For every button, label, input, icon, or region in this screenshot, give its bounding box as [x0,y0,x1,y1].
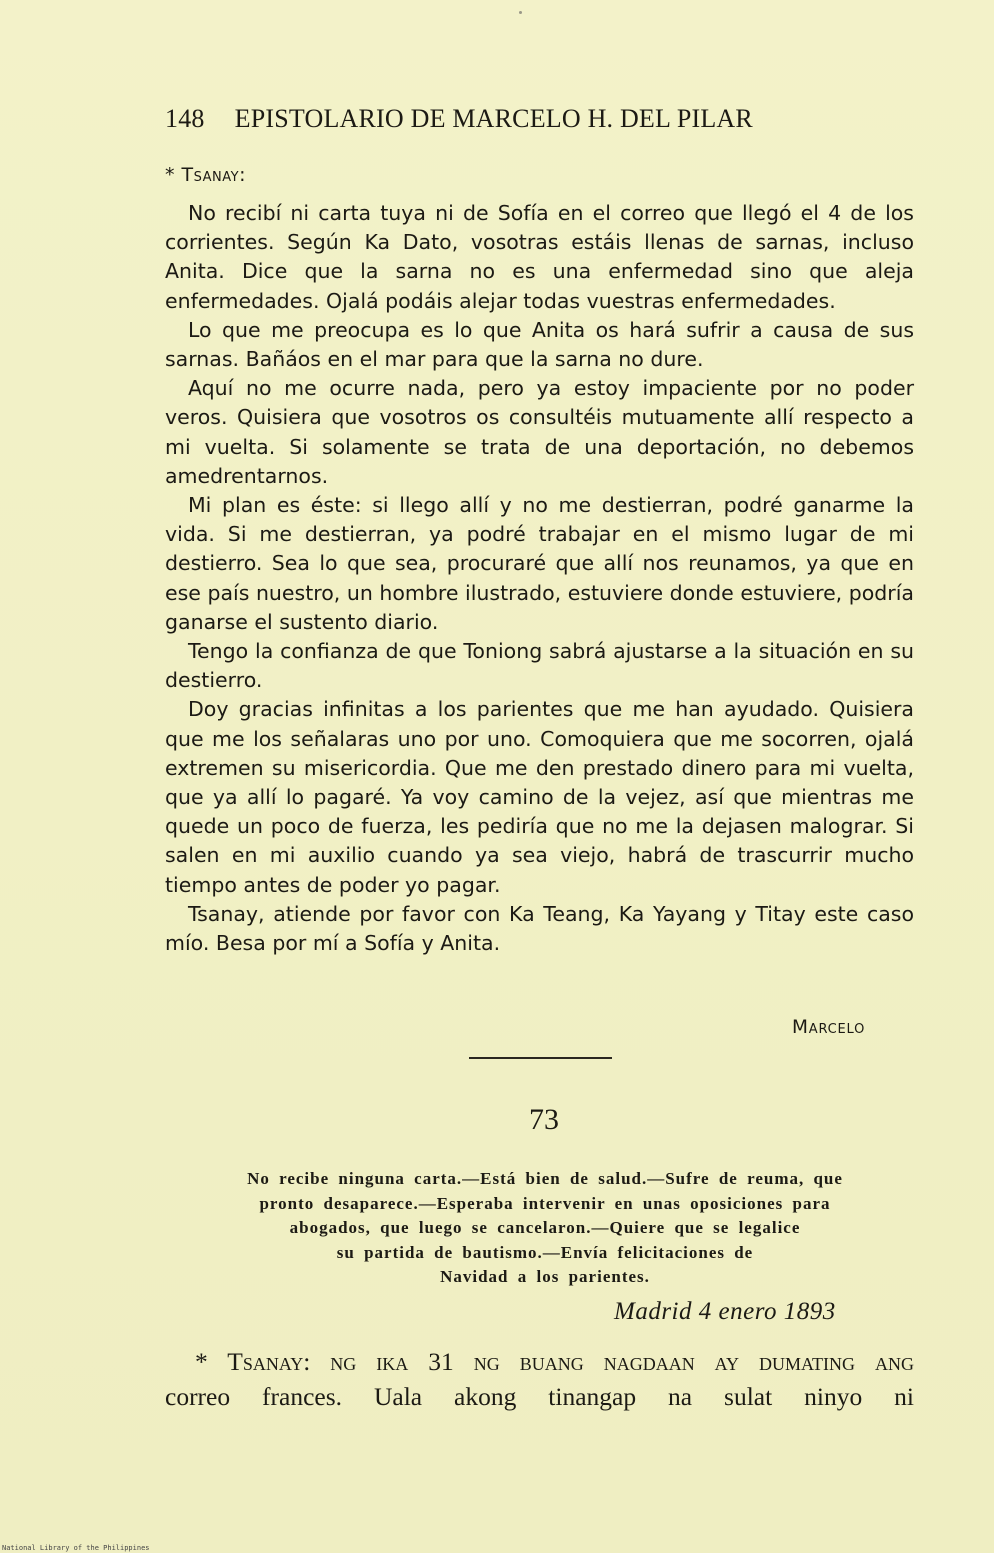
letter-73-dateline: Madrid 4 enero 1893 [614,1298,836,1325]
running-title: EPISTOLARIO DE MARCELO H. DEL PILAR [234,104,753,133]
letter-73-opening [165,1344,914,1414]
summary-line: pronto desaparece.—Esperaba intervenir en unas oposiciones para [259,1193,831,1213]
summary-line: abogados, que luego se cancelaron.—Quiere que se legalice [289,1218,801,1238]
letter-73-summary [160,1167,930,1290]
opening-line: * Tsanay: ng ika 31 ng buang nagdaan ay dumating ang [195,1347,914,1376]
page-number: 148 [165,104,205,133]
page-speck [519,11,522,14]
letter-73-number: 73 [529,1103,559,1136]
paragraph: Mi plan es éste: si llego allí y no me destierran, podré ganarme la vida. Si me destierran, ya podré trabajar en el mismo lugar de mi destierro. Sea lo que sea, procuraré que allí nos reunamos, ya que en ese país nuestro, un hombre ilustrado, estuviere donde estuviere, podría ganarse el sustento diario. [165,493,914,634]
letter-72-body [165,199,914,958]
section-divider [469,1057,612,1059]
paragraph: Aquí no me ocurre nada, pero ya estoy impaciente por no poder veros. Quisiera que vosotros os consultéis mutuamente allí respecto a mi vuelta. Si solamente se trata de una deportación, no debemos amedrentarnos. [165,376,914,488]
letter-72-recipient: * Tsanay: [165,164,246,186]
paragraph: Lo que me preocupa es lo que Anita os hará sufrir a causa de sus sarnas. Bañáos en el mar para que la sarna no dure. [165,317,914,372]
paragraph: No recibí ni carta tuya ni de Sofía en el correo que llegó el 4 de los corrientes. Según Ka Dato, vosotras estáis llenas de sarnas, incluso Anita. Dice que la sarna no es una enfermedad sino que aleja enfermedades. Ojalá podáis alejar todas vuestras enfermedades. [165,201,914,313]
paragraph: Tengo la confianza de que Toniong sabrá ajustarse a la situación en su destierro. [165,639,914,693]
paragraph: Doy gracias infinitas a los parientes que me han ayudado. Quisiera que me los señalaras uno por uno. Comoquiera que me socorren, ojalá extremen su misericordia. Que me den prestado dinero para mi vuelta, que ya allí lo pagaré. Ya voy camino de la vejez, así que mientras me quede un poco de fuerza, les pediría que no me la dejasen malograr. Si salen en mi auxilio cuando ya sea viejo, habrá de trascurrir mucho tiempo antes de poder yo pagar. [165,697,914,897]
summary-line: su partida de bautismo.—Envía felicitaciones de [336,1242,754,1262]
library-credit: National Library of the Philippines [2,1544,150,1552]
running-header [165,104,865,134]
letter-72-signature: Marcelo [792,1017,866,1038]
paragraph: Tsanay, atiende por favor con Ka Teang, Ka Yayang y Titay este caso mío. Besa por mí a Sofía y Anita. [165,901,914,956]
summary-line: Navidad a los parientes. [440,1267,650,1287]
summary-line: No recibe ninguna carta.—Está bien de salud.—Sufre de reuma, que [247,1169,843,1188]
opening-line: correo frances. Uala akong tinangap na sulat ninyo ni [165,1382,914,1411]
